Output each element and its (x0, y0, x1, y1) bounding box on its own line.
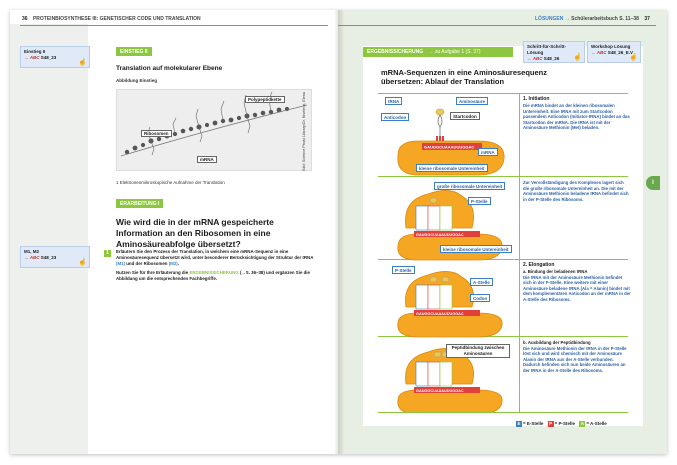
panel-2-text: Zur Vervollständigung des Komplexes lagert sich die große ribosomale Untereinheit an. Die mit der Aminosäure Methionin beladene tRNA befindet sich in der P-Stelle des Ribosoms. (523, 180, 629, 202)
figure-caption: 1 Elektronenmikroskopische Aufnahme der Translation (116, 180, 225, 185)
right-page-number: 37 (644, 16, 650, 22)
label-a-site: A-Stelle (470, 278, 493, 286)
left-running-head-text: PROTEINBIOSYNTHESE III: GENETISCHER CODE UND TRANSLATION (32, 16, 201, 22)
hand-cursor-icon: ☝ (629, 54, 638, 61)
arrow-icon: → (24, 55, 29, 60)
label-ribosomes: Ribosomen (141, 130, 172, 137)
einstieg-tag: EINSTIEG II (116, 47, 152, 56)
panel-1-text: 1. Initiation Die mRNA bindet an der kleinen ribosomalen Untereinheit. Eine tRNA mit zum Startcodon passendem Anticodon (Initiator-tRNA) bindet an das Startcodon der mRNA. Die tRNA ist mit der Aminosäure Methionin (Met) beladen. (523, 96, 630, 131)
hand-cursor-icon: ☝ (78, 259, 87, 266)
left-margin-column (10, 24, 88, 454)
margin-ref-m1-m2[interactable] (20, 246, 90, 268)
ergebnissicherung-ref[interactable]: ERGEBNISSICHERUNG (189, 270, 239, 275)
label-mrna: mRNA (478, 148, 498, 156)
left-running-head (22, 16, 201, 22)
material-ref-m2[interactable]: (M2) (168, 261, 178, 266)
ref-code: Einstieg II (24, 49, 46, 54)
ref-id: S48_23 (40, 255, 57, 260)
left-header-rule (20, 25, 328, 26)
ergebnis-tag: ERGEBNISSICHERUNG → zu Aufgabe 1 (S. 37) (363, 47, 513, 57)
site-legend: E = E-Stelle P = P-Stelle A = A-Stelle (517, 421, 607, 426)
label-polypeptide: Polypeptidkette (245, 96, 285, 103)
solutions-ref: → Schülerarbeitsbuch S. 11–38 (564, 16, 639, 22)
abc-badge-icon: ABC (29, 255, 40, 260)
erarbeitung-tag: ERARBEITUNG I (116, 199, 163, 208)
task-paragraph-2: Nutzen Sie für Ihre Erläuterung die ERGEBNISSICHERUNG (→S. 36–38) und ergänzen Sie die Abbildung um die entsprechenden Fachbegriffe. (116, 270, 310, 281)
right-header-rule (338, 25, 656, 26)
label-anticodon: Anticodon (381, 113, 409, 121)
legend-e-key: E (517, 421, 521, 426)
ref-id: S48_23 (40, 55, 57, 60)
label-small-subunit: kleine ribosomale Untereinheit (416, 164, 488, 172)
arrow-icon: → (527, 56, 532, 61)
arrow-icon: → (591, 50, 596, 55)
right-running-head (535, 16, 654, 22)
label-p-site: P-Stelle (392, 266, 415, 274)
label-start-codon: Startcodon (450, 112, 480, 120)
einstieg-heading: Translation auf molekularer Ebene (116, 65, 223, 72)
legend-p-key: P (549, 421, 553, 426)
label-trna: tRNA (385, 97, 402, 105)
label-amino-acid: Aminosäure (456, 97, 488, 105)
solution-title: mRNA-Sequenzen in eine Aminosäuresequenz übersetzen: Ablauf der Translation (381, 68, 548, 86)
material-ref-m1[interactable]: (M1) (116, 261, 126, 266)
abc-badge-icon: ABC (29, 55, 40, 60)
photo-credit: Bild: Science Photo Library/Dr. Kiseleva, Elena (302, 92, 306, 171)
svg-text:GAUGGCUAAAUUUGGAC: GAUGGCUAAAUUUGGAC (416, 232, 464, 237)
label-codon: Codon (470, 294, 490, 302)
arrow-icon: → (24, 255, 29, 260)
label-small-subunit: kleine ribosomale Untereinheit (440, 245, 512, 253)
panel-vertical-rule (519, 93, 520, 412)
label-peptide-bond: Peptidbindung zwischen Aminosäuren (446, 344, 510, 358)
task-paragraph-1: Erläutern Sie den Prozess der Translation, in welchem eine mRNA-Sequenz in eine Aminosäuresequenz übersetzt wird, unter besonderer Berücksichtigung der Struktur der tRNA (M1) und der Ribosomen (M2). (116, 249, 314, 266)
ref-workshop[interactable]: Workshop Lösung → ABC S48_26_E.V ☝ (587, 41, 641, 63)
task-text (116, 249, 316, 282)
hand-cursor-icon: ☝ (573, 54, 582, 61)
left-page-number: 36 (22, 16, 28, 22)
solutions-label: LÖSUNGEN (535, 16, 564, 22)
svg-text:GAUGGCUAAAUUUGGAC: GAUGGCUAAAUUUGGAC (416, 311, 464, 316)
hand-cursor-icon: ☝ (78, 59, 87, 66)
panel-3-text: 2. Elongation a. Bindung der beladenen tRNA Die tRNA mit der Aminosäure Methionin befindet sich in der P-Stelle. Eine weitere mit einer Aminosäure beladene tRNA (Ala = Alanin) bindet mit dem komplementären Anticodon an der mRNA in der A-Stelle des Ribosoms. (523, 262, 631, 302)
panel-1-heading: 1. Initiation (523, 96, 550, 102)
panel-3-subheading: a. Bindung der beladenen tRNA (523, 269, 588, 274)
panel-divider (378, 412, 628, 413)
abc-badge-icon: ABC (532, 56, 543, 61)
chapter-tab[interactable]: I (646, 176, 660, 190)
electron-micrograph (116, 89, 312, 171)
legend-a-key: A (580, 421, 584, 426)
panel-3-heading: 2. Elongation (523, 262, 555, 268)
guiding-question: Wie wird die in der mRNA gespeicherte Information an den Ribosomen in eine Aminosäureabfolge übersetzt? (116, 217, 274, 249)
ref-step-by-step[interactable]: Schritt-für-Schritt-Lösung → ABC S48_26 ☝ (523, 41, 585, 63)
einstieg-subheading: Abbildung Einstieg (116, 78, 157, 83)
svg-text:GAUGGCUAAAUUUGGAC: GAUGGCUAAAUUUGGAC (424, 144, 475, 150)
margin-ref-einstieg[interactable] (20, 46, 90, 68)
label-p-site: P-Stelle (468, 197, 491, 205)
panel-4-text: b. Ausbildung der Peptidbindung Die Aminosäure Methionin der tRNA in der P-Stelle löst sich und wird chemisch mit der Aminosäure Alanin der tRNA aus der A-Stelle verbunden. Dadurch befinden sich nun beide Aminosäuren an der tRNA in der A-Stelle des Ribosoms. (523, 340, 631, 374)
abc-badge-icon: ABC (596, 50, 607, 55)
panel-4-subheading: b. Ausbildung der Peptidbindung (523, 340, 591, 345)
label-large-subunit: große ribosomale Untereinheit (434, 182, 505, 190)
book-gutter (334, 10, 344, 454)
svg-text:GAUGGCUAAAUUUGGAC: GAUGGCUAAAUUUGGAC (416, 388, 464, 393)
label-mrna: mRNA (197, 156, 217, 163)
task-number: 1 (104, 250, 111, 257)
ref-code: M1, M2 (24, 249, 40, 254)
